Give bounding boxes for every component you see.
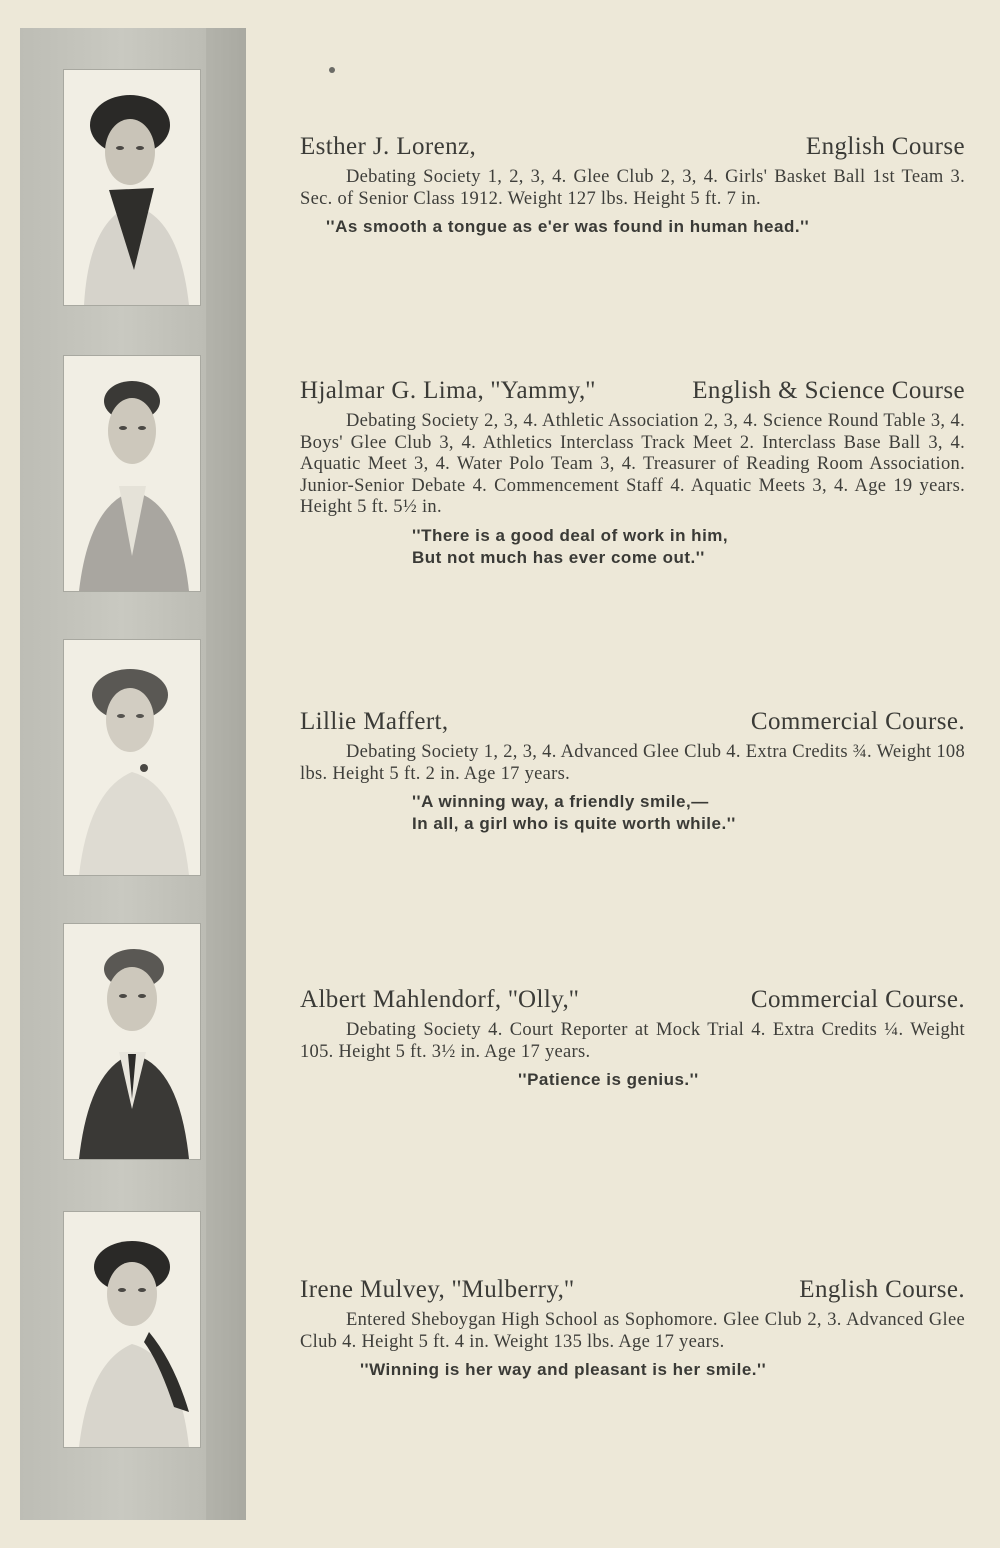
- quote-line: ''A winning way, a friendly smile,—: [412, 792, 709, 811]
- activities-text: Debating Society 4. Court Reporter at Mock Trial 4. Extra Credits ¼. Weight 105. Height 5 ft. 3½ in. Age 17 years.: [300, 1020, 965, 1062]
- entry-irene-mulvey: [300, 1276, 965, 1381]
- portrait-hjalmar-image: [64, 356, 200, 591]
- course-name: English Course.: [799, 1276, 965, 1303]
- course-name: English Course: [805, 133, 965, 160]
- portrait-photo-irene-mulvey: [64, 1212, 200, 1447]
- entry-heading: [300, 986, 965, 1014]
- portrait-photo-lillie-maffert: [64, 640, 200, 875]
- ink-dot: [329, 67, 335, 73]
- portrait-photo-albert-mahlendorf: [64, 924, 200, 1159]
- student-name: Lillie Maffert,: [300, 708, 449, 735]
- course-name: English & Science Course: [692, 377, 965, 404]
- activities-text: Debating Society 1, 2, 3, 4. Advanced Glee Club 4. Extra Credits ¾. Weight 108 lbs. Height 5 ft. 2 in. Age 17 years.: [300, 742, 965, 784]
- student-quote: [300, 216, 965, 238]
- activities-text: Debating Society 2, 3, 4. Athletic Association 2, 3, 4. Science Round Table 3, 4. Boys' Glee Club 3, 4. Athletics Interclass Track Meet 2. Interclass Base Ball 3, 4. Aquatic Meet 3, 4. Water Polo Team 3, 4. Treasurer of Reading Room Association. Junior-Senior Debate 4. Commencement Staff 4. Aquatic Meets 3, 4. Age 19 years. Height 5 ft. 5½ in.: [300, 411, 965, 517]
- quote-line: But not much has ever come out.'': [412, 547, 705, 567]
- entry-albert-mahlendorf: [300, 986, 965, 1091]
- activities-text: Debating Society 1, 2, 3, 4. Glee Club 2, 3, 4. Girls' Basket Ball 1st Team 3. Sec. of Senior Class 1912. Weight 127 lbs. Height 5 ft. 7 in.: [300, 167, 965, 209]
- student-quote: [300, 791, 965, 835]
- portrait-esther-image: [64, 70, 200, 305]
- entry-hjalmar-lima: [300, 377, 965, 569]
- student-name: Hjalmar G. Lima, ''Yammy,'': [300, 377, 596, 404]
- student-quote: [300, 1359, 965, 1381]
- quote-line: ''Patience is genius.'': [518, 1070, 699, 1089]
- course-name: Commercial Course.: [750, 986, 965, 1013]
- quote-line: ''As smooth a tongue as e'er was found in human head.'': [326, 217, 810, 236]
- entry-heading: [300, 377, 965, 405]
- student-name: Esther J. Lorenz,: [300, 133, 477, 160]
- entry-heading: [300, 1276, 965, 1304]
- entry-lillie-maffert: [300, 708, 965, 835]
- photo-strip-edge: [206, 28, 246, 1520]
- activities-text: Entered Sheboygan High School as Sophomore. Glee Club 2, 3. Advanced Glee Club 4. Height 5 ft. 4 in. Weight 135 lbs. Age 17 years.: [300, 1310, 965, 1352]
- student-quote: [300, 525, 965, 569]
- quote-line: ''There is a good deal of work in him,: [412, 525, 729, 545]
- quote-line: In all, a girl who is quite worth while.'': [412, 814, 736, 833]
- entry-heading: [300, 133, 965, 161]
- course-name: Commercial Course.: [750, 708, 965, 735]
- student-name: Irene Mulvey, ''Mulberry,'': [300, 1276, 575, 1303]
- portrait-photo-hjalmar-lima: [64, 356, 200, 591]
- entry-esther-lorenz: [300, 133, 965, 238]
- portrait-albert-image: [64, 924, 200, 1159]
- entry-heading: [300, 708, 965, 736]
- quote-line: ''Winning is her way and pleasant is her smile.'': [360, 1360, 767, 1379]
- student-quote: [300, 1069, 965, 1091]
- portrait-irene-image: [64, 1212, 200, 1447]
- portrait-lillie-image: [64, 640, 200, 875]
- student-name: Albert Mahlendorf, ''Olly,'': [300, 986, 579, 1013]
- portrait-photo-esther-lorenz: [64, 70, 200, 305]
